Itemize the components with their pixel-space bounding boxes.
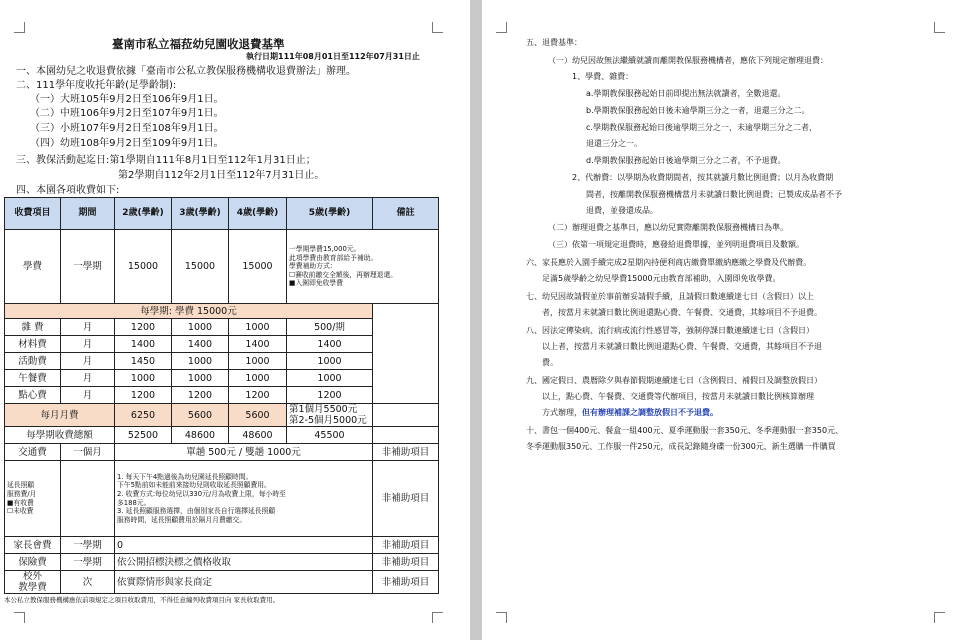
col-header: 期間 bbox=[61, 198, 115, 230]
value-cell: 1400 bbox=[172, 336, 229, 353]
value-cell: 1400 bbox=[287, 336, 373, 353]
row-label: 學費 bbox=[5, 230, 61, 304]
remark-empty bbox=[373, 304, 439, 404]
row-label: 雜 費 bbox=[5, 319, 61, 336]
value-cell: 52500 bbox=[115, 427, 172, 444]
per-semester-tuition: 每學期: 學費 15000元 bbox=[5, 304, 373, 319]
crop-mark bbox=[14, 22, 25, 33]
document-title: 臺南市私立福菈幼兒園收退費基準 bbox=[112, 37, 285, 51]
note-line: 一學期學費15,000元。 bbox=[289, 245, 361, 254]
value-cell: 48600 bbox=[172, 427, 229, 444]
refund-p1-2: 退費，並發還成品。 bbox=[586, 206, 658, 215]
refund-p1: （一）幼兒因故無法繼續就讀而離開教保服務機構者，應依下列規定辦理退費： bbox=[548, 56, 828, 65]
row-period: 月 bbox=[61, 336, 115, 353]
value-cell: 5600 bbox=[229, 404, 287, 427]
refund-p3: （三）依第一項規定退費時，應發給退費單據，並列明退費項目及數額。 bbox=[548, 240, 804, 249]
note-line: 延長照顧 bbox=[7, 481, 35, 490]
refund-p1-1: 1、學費、雜費： bbox=[572, 72, 634, 81]
refund-item: c.學期教保服務起始日後逾學期三分之一，未逾學期三分之二者， bbox=[586, 123, 817, 132]
age-item: （四）幼班108年9月2日至109年9月1日。 bbox=[30, 138, 224, 149]
value-cell: 1450 bbox=[115, 353, 172, 370]
value-cell: 15000 bbox=[115, 230, 172, 304]
refund-p1-2: 間者，按離開教保服務機構當月未就讀日數比例退費；已製成成品者不予 bbox=[586, 190, 842, 199]
row-label: 午餐費 bbox=[5, 370, 61, 387]
crop-mark bbox=[432, 612, 443, 623]
row-label bbox=[5, 571, 61, 594]
value-cell: 1000 bbox=[172, 370, 229, 387]
remark: 非補助項目 bbox=[373, 444, 439, 461]
section-7-cont: 者，按當月未就讀日數比例退還點心費、午餐費、交通費，其餘項目不予退費。 bbox=[542, 308, 822, 317]
note-line: 第1個月5500元 bbox=[289, 404, 358, 415]
value-cell: 1000 bbox=[229, 319, 287, 336]
tuition-note bbox=[287, 230, 439, 304]
age-item: （二）中班106年9月2日至107年9月1日。 bbox=[30, 108, 224, 119]
section-4: 四、本園各項收費如下: bbox=[16, 185, 120, 196]
insurance-row bbox=[5, 554, 439, 571]
note-line: ☐未收費 bbox=[7, 507, 34, 516]
value-cell: 1200 bbox=[115, 319, 172, 336]
row-label: 活動費 bbox=[5, 353, 61, 370]
value-cell: 依實際情形與家長商定 bbox=[115, 571, 373, 594]
section-3-cont: 第2學期自112年2月1日至112年7月31日止。 bbox=[118, 170, 325, 181]
document-page-left bbox=[0, 0, 470, 640]
row-label: 每月月費 bbox=[5, 404, 115, 427]
section-8-cont: 以上者，按當月未就讀日數比例退還點心費、午餐費、交通費，其餘項目不予退 bbox=[542, 342, 822, 351]
row-period: 次 bbox=[61, 571, 115, 594]
row-label bbox=[5, 461, 61, 537]
col-header: 備註 bbox=[373, 198, 439, 230]
footer-note: 本公私立教保服務機構應依前項規定之項目收取費用，不得任意編列收費項目向 家長收取費用。 bbox=[4, 596, 280, 604]
row-label: 家長會費 bbox=[5, 537, 61, 554]
section-1: 一、本園幼兒之收退費依據「臺南市公私立教保服務機構收退費辦法」辦理。 bbox=[16, 66, 356, 77]
section-10-cont: 冬季運動服350元、工作服一件250元，成長記錄隨身碟一份300元，新生選購一件購買 bbox=[526, 442, 836, 451]
page-gap bbox=[470, 0, 482, 640]
age-item: （一）大班105年9月2日至106年9月1日。 bbox=[30, 94, 224, 105]
section-10: 十、書包一個400元、餐盒一組400元、夏季運動服一套350元、冬季運動服一套350元、 bbox=[526, 426, 844, 435]
section-7: 七、幼兒因故請假並於事前辦妥請假手續，且請假日數連續達七日（含假日）以上 bbox=[526, 292, 814, 301]
row-label: 點心費 bbox=[5, 387, 61, 404]
refund-item: a.學期教保服務起始日前即提出無法就讀者，全數退還。 bbox=[586, 89, 786, 98]
note-line: 此項學費由教育部給予補助。 bbox=[289, 253, 378, 262]
note-line: ■有收費 bbox=[7, 498, 34, 507]
remark: 非補助項目 bbox=[373, 461, 439, 537]
section-8-cont: 費。 bbox=[542, 358, 558, 367]
crop-mark bbox=[14, 612, 25, 623]
row-period: 月 bbox=[61, 370, 115, 387]
note-line: ■入園即免收學費 bbox=[289, 279, 343, 288]
note-line: 學費補助方式： bbox=[289, 262, 337, 271]
value-cell: 1000 bbox=[172, 319, 229, 336]
value-cell: 1400 bbox=[229, 336, 287, 353]
section-9-highlight: 但有辦理補課之調整放假日不予退費。 bbox=[582, 408, 718, 417]
value-cell: 5600 bbox=[172, 404, 229, 427]
section-3: 三、教保活動起迄日:第1學期自111年8月1日至112年1月31日止； bbox=[16, 155, 316, 166]
value-cell: 1000 bbox=[115, 370, 172, 387]
refund-item: 退還三分之一。 bbox=[586, 139, 642, 148]
tuition-row bbox=[5, 230, 439, 304]
remark: 非補助項目 bbox=[373, 554, 439, 571]
col-header: 3歲(學齡) bbox=[172, 198, 229, 230]
value-cell: 1200 bbox=[172, 387, 229, 404]
fee-table bbox=[4, 197, 439, 594]
crop-mark bbox=[934, 612, 945, 623]
note-line: 教學費 bbox=[18, 582, 47, 593]
row-period: 一學期 bbox=[61, 230, 115, 304]
value-cell: 1000 bbox=[287, 353, 373, 370]
monthly-total-row bbox=[5, 404, 439, 427]
value-cell: 1200 bbox=[229, 387, 287, 404]
row-period bbox=[61, 461, 115, 537]
value-cell: 48600 bbox=[229, 427, 287, 444]
value-cell: 1200 bbox=[115, 387, 172, 404]
section-5: 五、退費基準： bbox=[526, 38, 582, 47]
section-8: 八、因法定傳染病、流行病或流行性感冒等，強制停課日數連續達七日（含假日） bbox=[526, 326, 814, 335]
remark-empty bbox=[373, 404, 439, 427]
document-page-right bbox=[482, 0, 977, 640]
note-line: ☐賽收前繳交全額後，再辦理退還。 bbox=[289, 270, 398, 279]
col-header: 2歲(學齡) bbox=[115, 198, 172, 230]
value-cell: 6250 bbox=[115, 404, 172, 427]
note-line: 第2-5個月5000元 bbox=[289, 415, 367, 426]
row-label: 材料費 bbox=[5, 336, 61, 353]
value-cell: 1000 bbox=[172, 353, 229, 370]
row-period: 一學期 bbox=[61, 554, 115, 571]
value-cell: 1000 bbox=[229, 353, 287, 370]
value-cell: 1200 bbox=[287, 387, 373, 404]
note-line: 下午5點前如未能前來接幼兒則收取延長照顧費用。 bbox=[117, 481, 271, 490]
refund-item: d.學期教保服務起始日後逾學期三分之二者，不予退費。 bbox=[586, 156, 786, 165]
section-9: 九、國定假日、農曆除夕與春節假期連續達七日（含例假日、補假日及調整放假日） bbox=[526, 376, 822, 385]
section-9-cont: 以上，點心費、午餐費、交通費等代辦項目，按當月未就讀日數比例核算辦理 bbox=[542, 392, 814, 401]
note-line: 服務費/月 bbox=[7, 489, 37, 498]
value-cell: 500/期 bbox=[287, 319, 373, 336]
value-cell: 0 bbox=[115, 537, 373, 554]
value-cell: 1000 bbox=[229, 370, 287, 387]
value-cell: 1400 bbox=[115, 336, 172, 353]
section-9-cont bbox=[542, 408, 718, 418]
row-period: 月 bbox=[61, 387, 115, 404]
value-cell-5y bbox=[287, 404, 373, 427]
note-line: 3. 延長照顧服務選擇，由個別家長自行選擇延長照顧 bbox=[117, 507, 276, 516]
transport-value: 單趟 500元 / 雙趟 1000元 bbox=[115, 444, 373, 461]
note-line: 服務時間，延長照顧費用於隔月月費繳交。 bbox=[117, 515, 247, 524]
row-label: 保險費 bbox=[5, 554, 61, 571]
crop-mark bbox=[496, 612, 507, 623]
note-line: 1. 每天下午4點過後為幼兒園延長照顧時間。 bbox=[117, 472, 253, 481]
crop-mark bbox=[432, 22, 443, 33]
row-period: 一學期 bbox=[61, 537, 115, 554]
refund-p1-2: 2、代辦費：以學期為收費期間者，按其就讀月數比例退費；以月為收費期 bbox=[572, 173, 834, 182]
parent-fee-row bbox=[5, 537, 439, 554]
note-line: 多188元。 bbox=[117, 498, 151, 507]
section-6: 六、家長應於入園手續完成2星期內持便利商店繳費單繳納應繳之學費及代辦費。 bbox=[526, 258, 812, 267]
afterclass-row bbox=[5, 461, 439, 537]
section-9-text: 方式辦理， bbox=[542, 408, 582, 417]
note-line: 2. 收費方式:每位幼兒以330元/月為收費上限，每小時至 bbox=[117, 489, 286, 498]
row-label: 每學期收費總額 bbox=[5, 427, 115, 444]
value-cell: 15000 bbox=[229, 230, 287, 304]
semester-total-row bbox=[5, 427, 439, 444]
remark: 非補助項目 bbox=[373, 571, 439, 594]
per-semester-row bbox=[5, 304, 439, 319]
col-header: 收費項目 bbox=[5, 198, 61, 230]
row-period: 月 bbox=[61, 319, 115, 336]
refund-item: b.學期教保服務起始日後未逾學期三分之一者，退還三分之二。 bbox=[586, 106, 810, 115]
value-cell: 1000 bbox=[287, 370, 373, 387]
col-header: 4歲(學齡) bbox=[229, 198, 287, 230]
remark-empty bbox=[373, 427, 439, 444]
crop-mark bbox=[496, 22, 507, 33]
transport-row bbox=[5, 444, 439, 461]
effective-date: 執行日期111年08月01日至112年07月31日止 bbox=[246, 52, 420, 61]
row-period: 月 bbox=[61, 353, 115, 370]
note-line: 校外 bbox=[22, 571, 42, 582]
row-label: 交通費 bbox=[5, 444, 61, 461]
value-cell: 45500 bbox=[287, 427, 373, 444]
table-header-row bbox=[5, 198, 439, 230]
col-header: 5歲(學齡) bbox=[287, 198, 373, 230]
value-cell: 15000 bbox=[172, 230, 229, 304]
refund-p2: （二）辦理退費之基準日，應以幼兒實際離開教保服務機構日為準。 bbox=[548, 223, 788, 232]
section-6-cont: 足滿5歲學齡之幼兒學費15000元由教育部補助，入園即免收學費。 bbox=[542, 274, 781, 283]
field-trip-row bbox=[5, 571, 439, 594]
afterclass-note bbox=[115, 461, 373, 537]
value-cell: 依公開招標決標之價格收取 bbox=[115, 554, 373, 571]
row-period: 一個月 bbox=[61, 444, 115, 461]
section-2: 二、111學年度收托年齡(足學齡制): bbox=[16, 80, 177, 91]
age-item: （三）小班107年9月2日至108年9月1日。 bbox=[30, 123, 224, 134]
crop-mark bbox=[934, 22, 945, 33]
remark: 非補助項目 bbox=[373, 537, 439, 554]
